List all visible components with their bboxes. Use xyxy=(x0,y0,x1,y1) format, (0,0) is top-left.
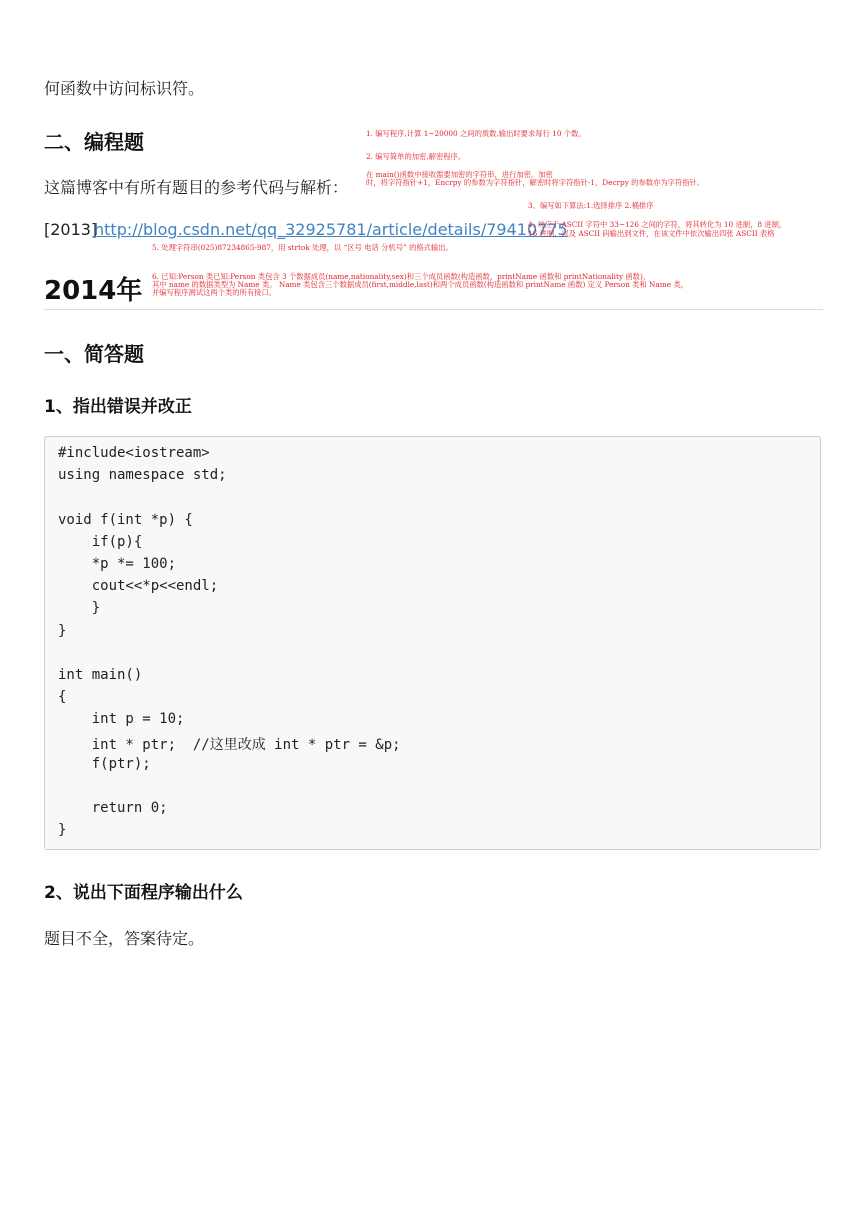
question-2-title: 2、说出下面程序输出什么 xyxy=(44,883,243,903)
code-line: void f(int *p) { xyxy=(58,512,193,528)
heading-divider xyxy=(44,309,823,310)
year-tag-2013: [2013] xyxy=(44,220,98,239)
blog-note: 这篇博客中有所有题目的参考代码与解析： xyxy=(44,178,349,197)
annotation-task-1: 1. 编写程序,计算 1~20000 之间的质数,输出时要求每行 10 个数。 xyxy=(366,129,586,138)
code-line: f(ptr); xyxy=(58,756,151,772)
code-line: } xyxy=(58,600,101,616)
section-heading-short-answer: 一、简答题 xyxy=(44,342,144,366)
question-1-title: 1、指出错误并改正 xyxy=(44,397,192,417)
annotation-task-4-line-2: 16 进制，以及 ASCII 码输出到文件，在该文件中依次输出四张 ASCII 表格 xyxy=(528,229,775,238)
code-line: cout<<*p<<endl; xyxy=(58,578,219,594)
code-line: int * ptr; //这里改成 int * ptr = &p; xyxy=(58,737,401,753)
code-line: } xyxy=(58,623,67,639)
blog-link[interactable]: http://blog.csdn.net/qq_32925781/article/details/79410775 xyxy=(94,220,568,239)
code-line: *p *= 100; xyxy=(58,556,177,572)
code-line: return 0; xyxy=(58,800,168,816)
annotation-task-2: 2. 编写简单的加密,解密程序。 xyxy=(366,152,466,161)
code-block xyxy=(44,436,821,850)
section-heading-programming: 二、编程题 xyxy=(44,130,144,154)
annotation-task-6-line-2: 其中 name 的数据类型为 Name 类。 Name 类包含三个数据成员(first,middle,last)和两个成员函数(构造函数和 printName 函数) 定义 Person 类和 Name 类， xyxy=(152,280,688,289)
code-line: int main() xyxy=(58,667,143,683)
annotation-task-2-detail-2: 时，将字符指针+1，Encrpy 的参数为字符指针，解密时将字符指针-1，Decrpy 的参数亦为字符指针。 xyxy=(366,178,705,187)
annotation-task-3: 3、编写如下算法:1.选择排序 2.桶排序 xyxy=(528,201,654,210)
code-line: using namespace std; xyxy=(58,467,227,483)
code-line: } xyxy=(58,822,67,838)
code-line: { xyxy=(58,689,67,705)
annotation-task-5: 5. 处理字符串(025)87234865-987，用 strtok 处理，以 “区号 电话 分机号” 的格式输出。 xyxy=(152,243,453,252)
annotation-task-4-line-1: 4. 对应于 ASCII 字符中 33~126 之间的字符，将其转化为 10 进制，8 进制， xyxy=(528,220,787,229)
year-heading-2014: 2014年 xyxy=(44,276,143,306)
code-line: #include<iostream> xyxy=(58,445,210,461)
question-2-answer: 题目不全，答案待定。 xyxy=(44,929,205,948)
intro-fragment: 何函数中访问标识符。 xyxy=(44,79,205,98)
annotation-task-6-line-3: 并编写程序测试这两个类的所有接口。 xyxy=(152,288,277,297)
code-line: int p = 10; xyxy=(58,711,185,727)
code-line: if(p){ xyxy=(58,534,143,550)
annotation-task-6-line-1: 6. 已知:Person 类已知:Person 类包含 3 个数据成员(name,nationality,sex)和三个成员函数(构造函数，printName 函数和 printNationality 函数)， xyxy=(152,272,651,281)
annotation-task-2-detail-1: 在 main()函数中接收需要加密的字符串，进行加密。加密 xyxy=(366,170,553,179)
